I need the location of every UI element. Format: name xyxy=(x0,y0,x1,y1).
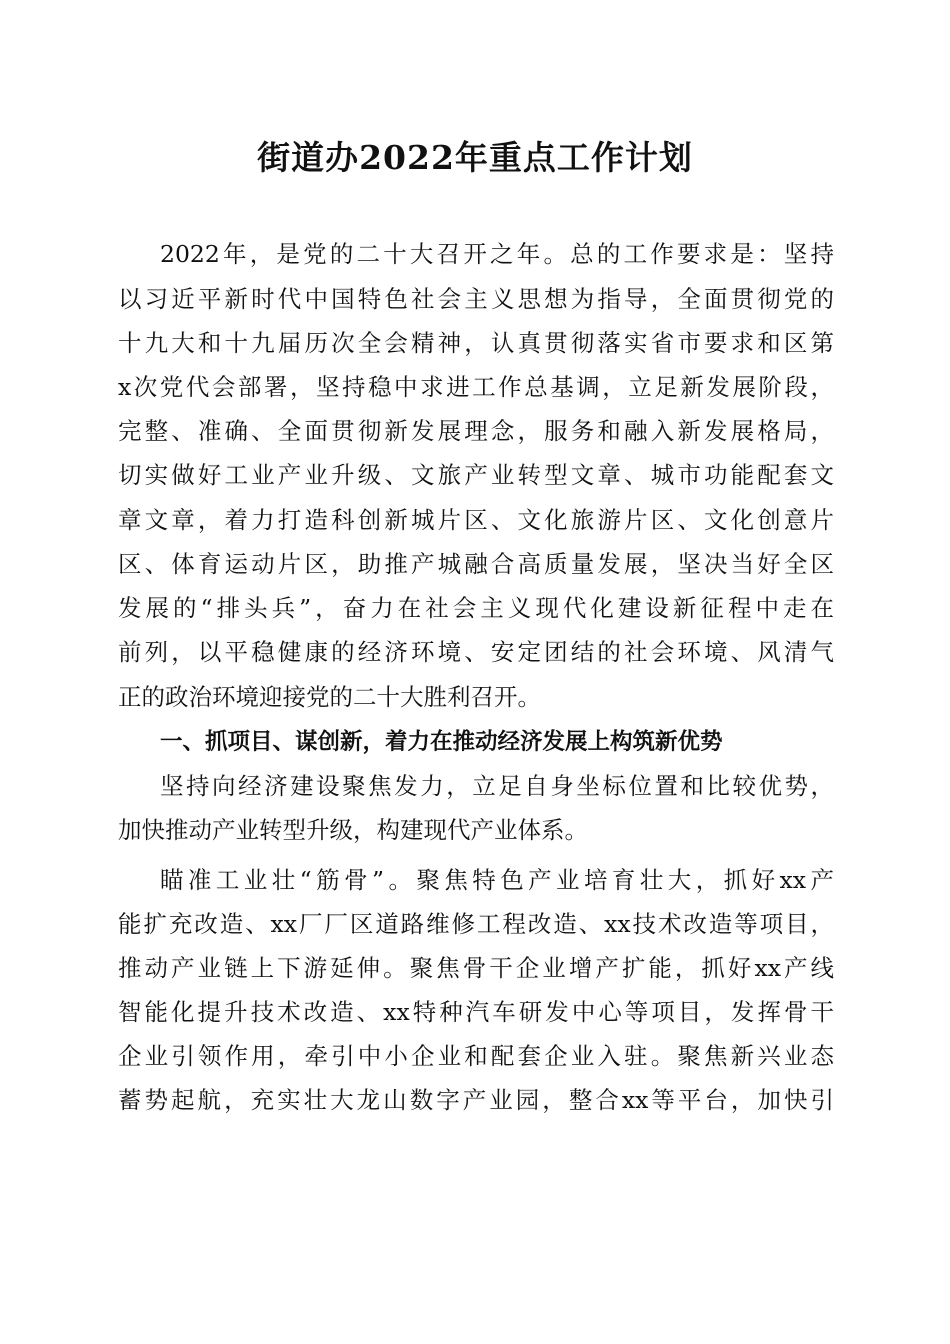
paragraph-line: 瞄准工业壮“筋骨”。聚焦特色产业培育壮大，抓好xx产 xyxy=(160,866,834,894)
paragraph-line: 加快推动产业转型升级，构建现代产业体系。 xyxy=(118,816,588,844)
paragraph-line: 以习近平新时代中国特色社会主义思想为指导，全面贯彻党的 xyxy=(118,285,834,313)
paragraph-line: 前列，以平稳健康的经济环境、安定团结的社会环境、风清气 xyxy=(118,638,834,666)
paragraph-line: 十九大和十九届历次全会精神，认真贯彻落实省市要求和区第 xyxy=(118,329,834,357)
paragraph-line: 区、体育运动片区，助推产城融合高质量发展，坚决当好全区 xyxy=(118,550,834,578)
paragraph-line: 2022年，是党的二十大召开之年。总的工作要求是：坚持 xyxy=(160,240,834,268)
paragraph-line: 蓄势起航，充实壮大龙山数字产业园，整合xx等平台，加快引 xyxy=(118,1086,834,1114)
paragraph-line: 能扩充改造、xx厂厂区道路维修工程改造、xx技术改造等项目， xyxy=(118,910,834,938)
paragraph-line: x次党代会部署，坚持稳中求进工作总基调，立足新发展阶段， xyxy=(118,373,834,401)
document-title: 街道办2022年重点工作计划 xyxy=(257,138,693,177)
paragraph-line: 章文章，着力打造科创新城片区、文化旅游片区、文化创意片 xyxy=(118,506,834,534)
paragraph-line: 正的政治环境迎接党的二十大胜利召开。 xyxy=(118,683,541,711)
paragraph-line: 发展的“排头兵”，奋力在社会主义现代化建设新征程中走在 xyxy=(118,594,834,622)
paragraph-line: 推动产业链上下游延伸。聚焦骨干企业增产扩能，抓好xx产线 xyxy=(118,954,834,982)
section-heading: 一、抓项目、谋创新，着力在推动经济发展上构筑新优势 xyxy=(160,729,723,755)
paragraph-line: 企业引领作用，牵引中小企业和配套企业入驻。聚焦新兴业态 xyxy=(118,1042,834,1070)
paragraph-line: 完整、准确、全面贯彻新发展理念，服务和融入新发展格局， xyxy=(118,417,834,445)
paragraph-line: 智能化提升技术改造、xx特种汽车研发中心等项目，发挥骨干 xyxy=(118,998,834,1026)
paragraph-line: 坚持向经济建设聚焦发力，立足自身坐标位置和比较优势， xyxy=(160,772,834,800)
paragraph-line: 切实做好工业产业升级、文旅产业转型文章、城市功能配套文 xyxy=(118,461,834,489)
